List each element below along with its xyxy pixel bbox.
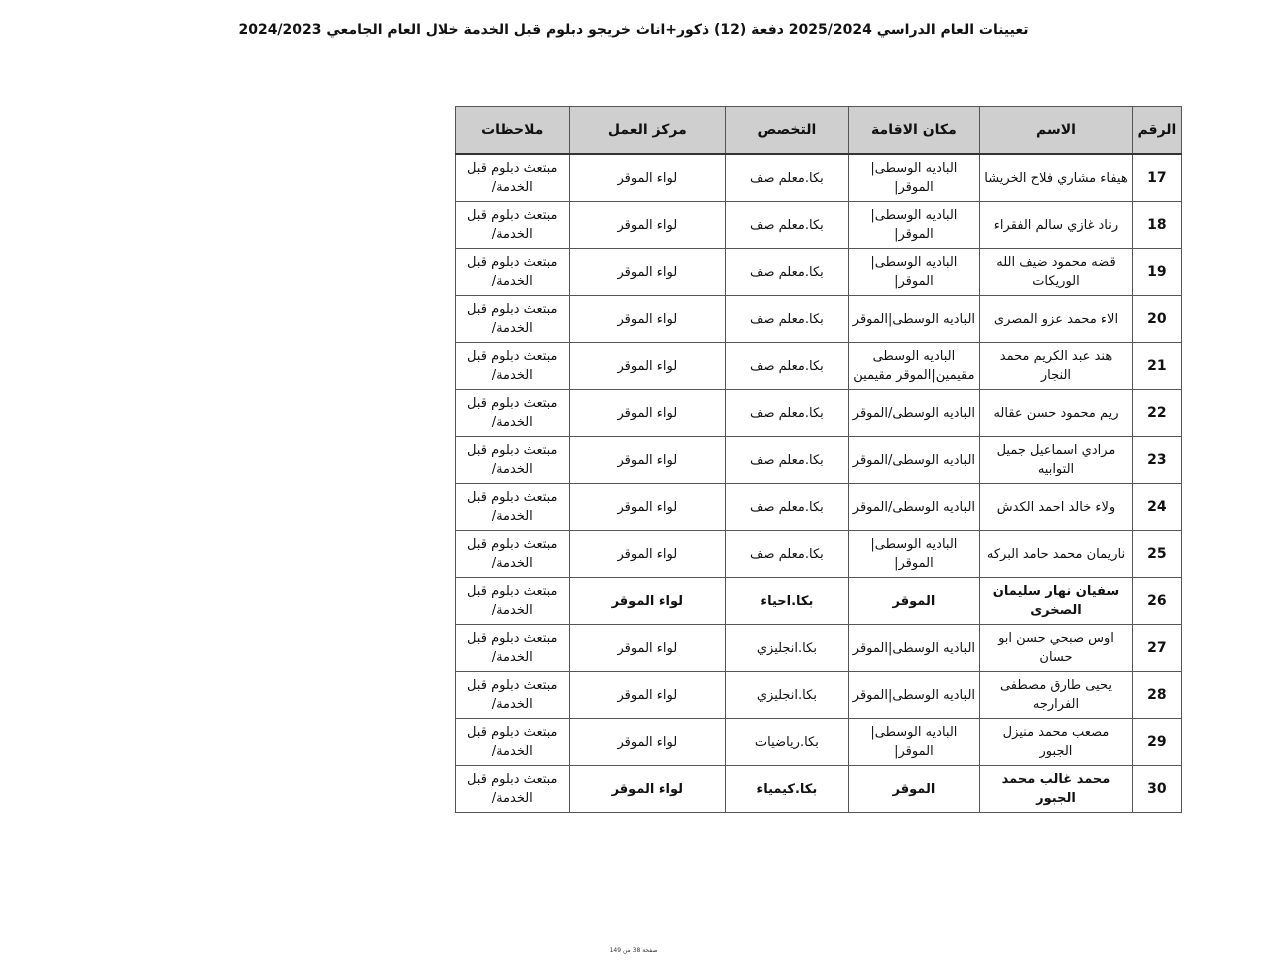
row-number: 30	[1132, 766, 1181, 813]
appointments-table	[455, 106, 1182, 813]
row-notes: مبتعث دبلوم قبل الخدمة/	[456, 531, 570, 578]
row-residence: الباديه الوسطى|الموقر	[848, 625, 980, 672]
row-number: 25	[1132, 531, 1181, 578]
row-name: قضه محمود ضيف الله الوريكات	[980, 249, 1133, 296]
row-number: 29	[1132, 719, 1181, 766]
row-notes: مبتعث دبلوم قبل الخدمة/	[456, 578, 570, 625]
row-work-center: لواء الموقر	[569, 202, 726, 249]
header-row	[456, 107, 1182, 155]
table-row	[456, 154, 1182, 202]
row-specialization: بكا.معلم صف	[726, 484, 849, 531]
row-work-center: لواء الموقر	[569, 484, 726, 531]
row-specialization: بكا.معلم صف	[726, 390, 849, 437]
row-specialization: بكا.معلم صف	[726, 202, 849, 249]
row-name: سفيان نهار سليمان الصخرى	[980, 578, 1133, 625]
row-number: 24	[1132, 484, 1181, 531]
row-notes: مبتعث دبلوم قبل الخدمة/	[456, 202, 570, 249]
table-row	[456, 766, 1182, 813]
row-specialization: بكا.معلم صف	[726, 531, 849, 578]
row-notes: مبتعث دبلوم قبل الخدمة/	[456, 343, 570, 390]
row-number: 18	[1132, 202, 1181, 249]
table-row	[456, 719, 1182, 766]
row-notes: مبتعث دبلوم قبل الخدمة/	[456, 672, 570, 719]
row-work-center: لواء الموقر	[569, 578, 726, 625]
row-work-center: لواء الموقر	[569, 296, 726, 343]
row-notes: مبتعث دبلوم قبل الخدمة/	[456, 484, 570, 531]
row-name: الاء محمد عزو المصرى	[980, 296, 1133, 343]
row-residence: الباديه الوسطى/الموقر	[848, 484, 980, 531]
row-specialization: بكا.معلم صف	[726, 343, 849, 390]
row-name: اوس صبحي حسن ابو حسان	[980, 625, 1133, 672]
row-name: يحيى طارق مصطفى الفرارجه	[980, 672, 1133, 719]
table-row	[456, 484, 1182, 531]
page-title: تعيينات العام الدراسي 2025/2024 دفعة (12) ذكور+اناث خريجو دبلوم قبل الخدمة خلال العام الجامعي 2024/2023	[238, 22, 1029, 38]
row-notes: مبتعث دبلوم قبل الخدمة/	[456, 296, 570, 343]
row-work-center: لواء الموقر	[569, 625, 726, 672]
row-name: رناد غازي سالم الفقراء	[980, 202, 1133, 249]
row-residence: الباديه الوسطى/الموقر	[848, 437, 980, 484]
row-residence: الباديه الوسطى|الموقر|	[848, 249, 980, 296]
header-number: الرقم	[1132, 107, 1181, 155]
row-specialization: بكا.معلم صف	[726, 154, 849, 202]
row-number: 17	[1132, 154, 1181, 202]
table-row	[456, 672, 1182, 719]
row-notes: مبتعث دبلوم قبل الخدمة/	[456, 437, 570, 484]
table-row	[456, 390, 1182, 437]
table-row	[456, 249, 1182, 296]
table-row	[456, 625, 1182, 672]
row-notes: مبتعث دبلوم قبل الخدمة/	[456, 154, 570, 202]
row-specialization: بكا.احياء	[726, 578, 849, 625]
row-work-center: لواء الموقر	[569, 719, 726, 766]
row-residence: الباديه الوسطى|الموقر|	[848, 202, 980, 249]
row-work-center: لواء الموقر	[569, 154, 726, 202]
table-row	[456, 578, 1182, 625]
row-notes: مبتعث دبلوم قبل الخدمة/	[456, 625, 570, 672]
row-number: 23	[1132, 437, 1181, 484]
row-work-center: لواء الموقر	[569, 249, 726, 296]
row-number: 28	[1132, 672, 1181, 719]
row-notes: مبتعث دبلوم قبل الخدمة/	[456, 766, 570, 813]
row-residence: الباديه الوسطى|الموقر|	[848, 719, 980, 766]
row-specialization: بكا.معلم صف	[726, 437, 849, 484]
row-number: 26	[1132, 578, 1181, 625]
row-residence: الباديه الوسطى مقيمين|الموقر مقيمين	[848, 343, 980, 390]
table-row	[456, 296, 1182, 343]
row-number: 27	[1132, 625, 1181, 672]
row-notes: مبتعث دبلوم قبل الخدمة/	[456, 390, 570, 437]
row-work-center: لواء الموقر	[569, 766, 726, 813]
row-number: 20	[1132, 296, 1181, 343]
row-work-center: لواء الموقر	[569, 531, 726, 578]
page-number-footer: صفحة 38 من 149	[609, 947, 658, 954]
row-specialization: بكا.معلم صف	[726, 249, 849, 296]
row-residence: الباديه الوسطى|الموقر	[848, 672, 980, 719]
table-body	[456, 154, 1182, 813]
row-name: هيفاء مشاري فلاح الخريشا	[980, 154, 1133, 202]
row-name: ناريمان محمد حامد البركه	[980, 531, 1133, 578]
appointments-table-container	[455, 106, 1182, 813]
row-residence: الباديه الوسطى/الموقر	[848, 390, 980, 437]
row-notes: مبتعث دبلوم قبل الخدمة/	[456, 249, 570, 296]
row-name: مصعب محمد منيزل الجبور	[980, 719, 1133, 766]
row-specialization: بكا.معلم صف	[726, 296, 849, 343]
row-work-center: لواء الموقر	[569, 343, 726, 390]
row-work-center: لواء الموقر	[569, 390, 726, 437]
row-work-center: لواء الموقر	[569, 672, 726, 719]
row-number: 21	[1132, 343, 1181, 390]
row-specialization: بكا.كيمياء	[726, 766, 849, 813]
row-residence: الباديه الوسطى|الموقر|	[848, 154, 980, 202]
header-notes: ملاحظات	[456, 107, 570, 155]
header-residence: مكان الاقامة	[848, 107, 980, 155]
table-row	[456, 531, 1182, 578]
row-name: هند عبد الكريم محمد النجار	[980, 343, 1133, 390]
table-row	[456, 437, 1182, 484]
row-specialization: بكا.رياضيات	[726, 719, 849, 766]
row-number: 22	[1132, 390, 1181, 437]
row-number: 19	[1132, 249, 1181, 296]
row-work-center: لواء الموقر	[569, 437, 726, 484]
header-name: الاسم	[980, 107, 1133, 155]
table-header	[456, 107, 1182, 155]
row-residence: الموقر	[848, 578, 980, 625]
row-residence: الباديه الوسطى|الموقر	[848, 296, 980, 343]
row-name: ريم محمود حسن عقاله	[980, 390, 1133, 437]
row-name: مرادي اسماعيل جميل التوابيه	[980, 437, 1133, 484]
row-residence: الباديه الوسطى|الموقر|	[848, 531, 980, 578]
header-specialization: التخصص	[726, 107, 849, 155]
row-name: محمد غالب محمد الجبور	[980, 766, 1133, 813]
row-specialization: بكا.انجليزي	[726, 625, 849, 672]
table-row	[456, 202, 1182, 249]
row-specialization: بكا.انجليزي	[726, 672, 849, 719]
row-residence: الموقر	[848, 766, 980, 813]
table-row	[456, 343, 1182, 390]
row-name: ولاء خالد احمد الكدش	[980, 484, 1133, 531]
header-work-center: مركز العمل	[569, 107, 726, 155]
row-notes: مبتعث دبلوم قبل الخدمة/	[456, 719, 570, 766]
